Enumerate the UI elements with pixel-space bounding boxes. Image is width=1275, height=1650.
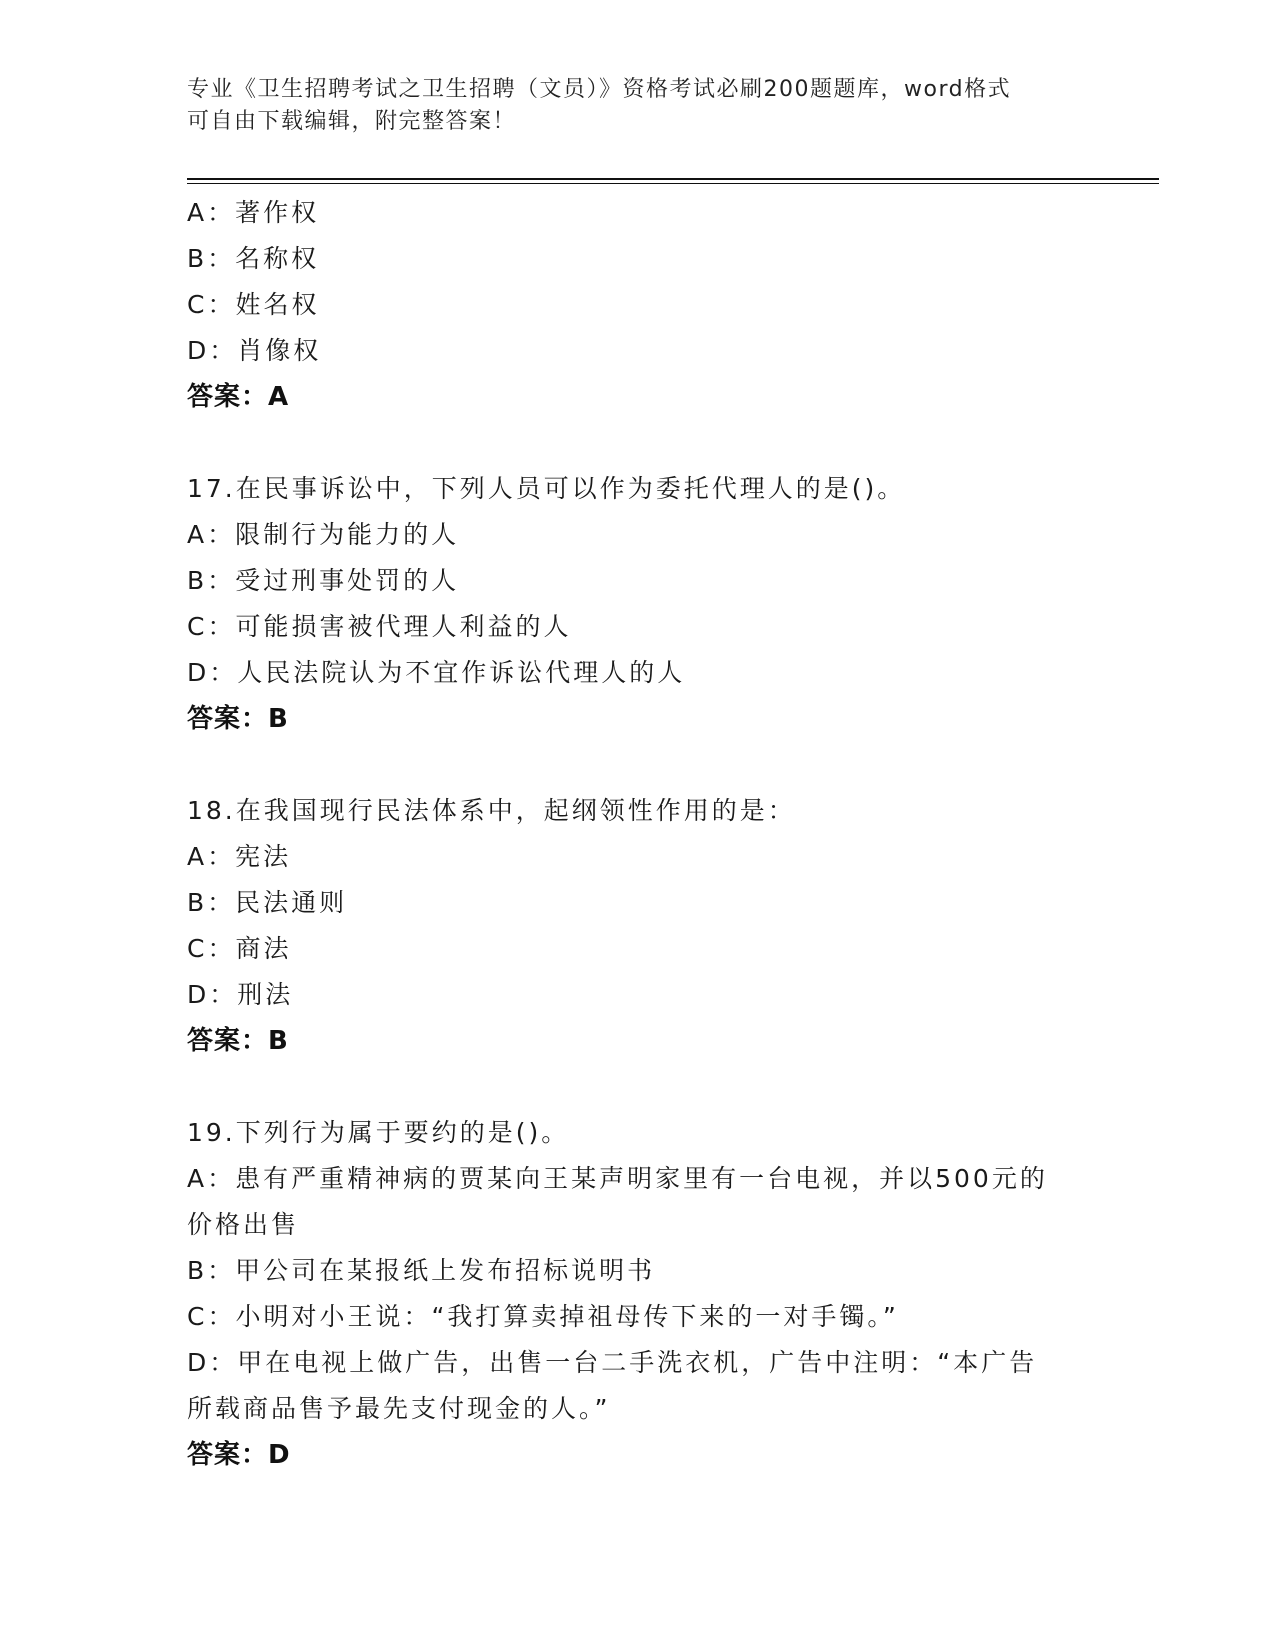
- option-a: A：著作权: [187, 198, 320, 227]
- option-c: C：姓名权: [187, 290, 320, 319]
- question-16-block: [187, 190, 1087, 420]
- question-17-block: [187, 466, 1087, 742]
- spacer: [187, 420, 1087, 466]
- answer-label: 答案：B: [187, 704, 289, 734]
- question-text: 17.在民事诉讼中，下列人员可以作为委托代理人的是()。: [187, 474, 906, 503]
- spacer: [187, 1064, 1087, 1110]
- header-divider-thick: [187, 178, 1159, 180]
- document-header: [187, 74, 1087, 138]
- question-19-block: [187, 1110, 1087, 1478]
- option-b: B：民法通则: [187, 888, 348, 917]
- option-c: C：商法: [187, 934, 292, 963]
- option-d: D：人民法院认为不宜作诉讼代理人的人: [187, 658, 686, 687]
- spacer: [187, 742, 1087, 788]
- option-d-line-1: D：甲在电视上做广告，出售一台二手洗衣机，广告中注明：“本广告: [187, 1348, 1038, 1377]
- header-line-2: 可自由下载编辑，附完整答案！: [187, 109, 517, 134]
- option-d-line-2: 所载商品售予最先支付现金的人。”: [187, 1394, 611, 1423]
- option-a-line-1: A：患有严重精神病的贾某向王某声明家里有一台电视，并以500元的: [187, 1164, 1048, 1193]
- question-18-block: [187, 788, 1087, 1064]
- option-b: B：甲公司在某报纸上发布招标说明书: [187, 1256, 656, 1285]
- option-d: D：肖像权: [187, 336, 322, 365]
- header-line-1: 专业《卫生招聘考试之卫生招聘（文员）》资格考试必刷200题题库，word格式: [187, 77, 1012, 102]
- option-a-line-2: 价格出售: [187, 1210, 300, 1239]
- option-b: B：名称权: [187, 244, 320, 273]
- answer-label: 答案：A: [187, 382, 290, 412]
- header-divider-thin: [187, 183, 1159, 184]
- question-list: [187, 190, 1087, 1478]
- answer-label: 答案：B: [187, 1026, 289, 1056]
- question-text: 18.在我国现行民法体系中，起纲领性作用的是：: [187, 796, 796, 825]
- answer-label: 答案：D: [187, 1440, 291, 1470]
- option-d: D：刑法: [187, 980, 294, 1009]
- option-c: C：小明对小王说：“我打算卖掉祖母传下来的一对手镯。”: [187, 1302, 899, 1331]
- option-a: A：限制行为能力的人: [187, 520, 460, 549]
- option-b: B：受过刑事处罚的人: [187, 566, 460, 595]
- option-c: C：可能损害被代理人利益的人: [187, 612, 572, 641]
- question-text: 19.下列行为属于要约的是()。: [187, 1118, 570, 1147]
- option-a: A：宪法: [187, 842, 292, 871]
